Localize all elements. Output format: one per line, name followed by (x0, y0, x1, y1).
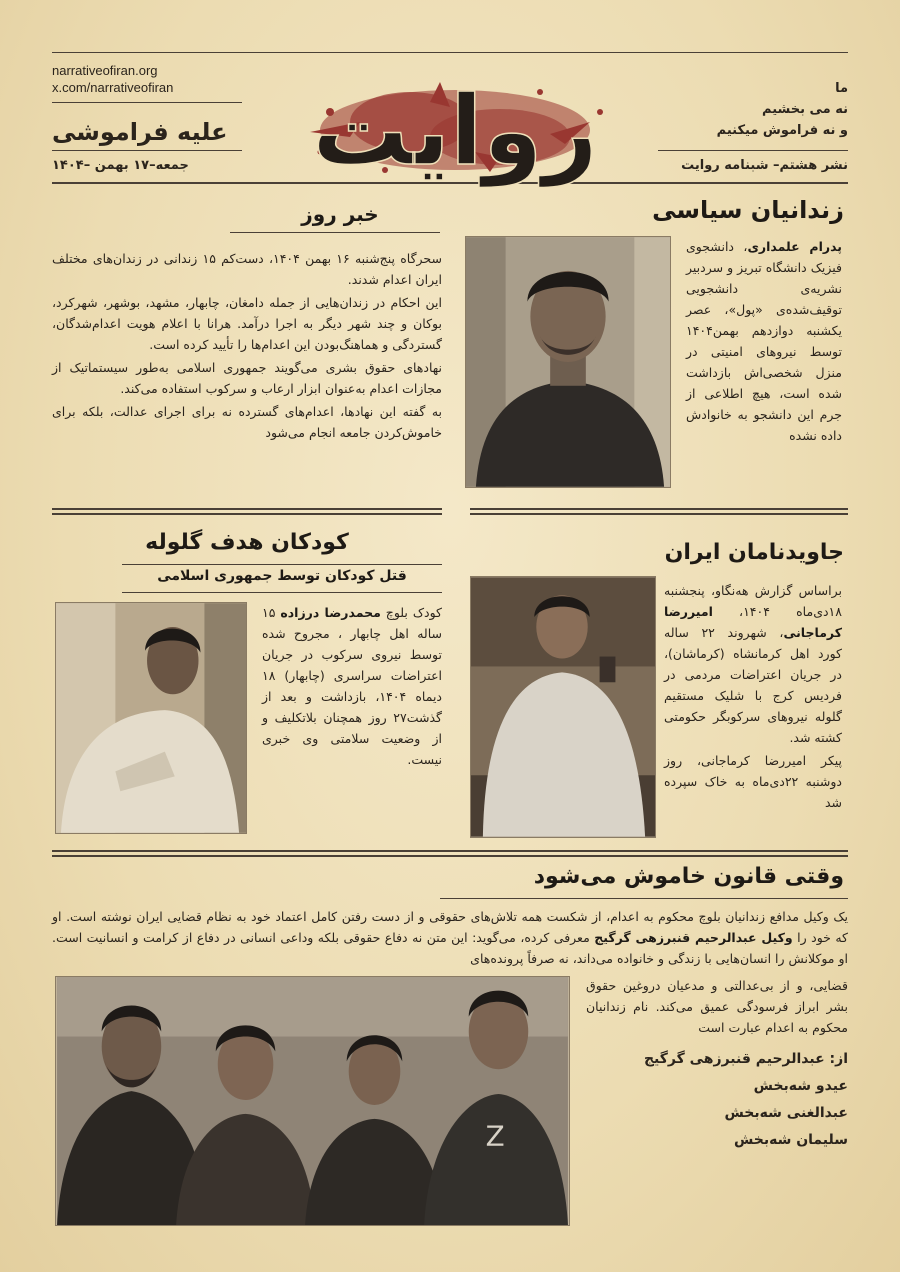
immortals-title: جاویدنامان ایران (664, 540, 844, 565)
section-divider-full (52, 850, 848, 857)
children-title: کودکان هدف گلوله (145, 530, 349, 555)
immortal-lead: براساس گزارش هه‌نگاو، پنجشنبه ۱۸دی‌ماه ۱۴۰۴، (664, 583, 842, 619)
left-rule (52, 102, 242, 103)
condemned-names-list (644, 1046, 848, 1154)
section-divider-left (52, 508, 442, 515)
left-rule-2 (52, 150, 242, 151)
news-of-day-title: خبر روز (301, 202, 379, 226)
portrait-image (471, 577, 655, 837)
child-text: ۱۵ ساله اهل چابهار ، مجروح شده توسط نیروی سرکوب در جریان اعتراضات سراسری (چابهار) ۱۸ دیماه ۱۴۰۴، بازداشت و بعد از گذشت۲۷ روز همچنان بلاتکلیف و از وضعیت سلامتی وی خبری نیست. (262, 605, 442, 767)
motto-line: و نه فراموش میکنیم (716, 123, 848, 138)
child-lead: کودک بلوچ (380, 605, 442, 620)
news-paragraph: این احکام در زندان‌هایی از جمله دامغان، چابهار، مشهد، بوشهر، شهرکرد، بوکان و چند شهر دیگر به اجرا درآمد. هرانا با اعلام هویت اعدام‌شدگان، گستردگی و هماهنگ‌بودن این اعدام‌ها را تأیید کرده است. (52, 295, 442, 352)
immortal-text: ، شهروند ۲۲ ساله کورد اهل کرمانشاه (کرماشان)، در جریان اعتراضات مردمی در فردیس کرج با شلیک مستقیم گلوله نیروهای سرکوبگر حکومتی کشته شد. (664, 625, 842, 745)
portrait-image (466, 237, 670, 487)
law-silent-title: وقتی قانون خاموش می‌شود (533, 864, 844, 889)
motto-line: نه می بخشیم (762, 102, 848, 117)
political-prisoners-body (686, 236, 842, 448)
right-rule (658, 150, 848, 151)
condemned-name: عبدالغنی شه‌بخش (724, 1105, 848, 1121)
children-subtitle: قتل کودکان توسط جمهوری اسلامی (157, 568, 407, 584)
site-url-link[interactable]: narrativeofiran.org (52, 63, 158, 78)
portrait-image (56, 603, 246, 833)
law-intro (52, 906, 848, 971)
pedram-photo (465, 236, 671, 488)
issue-date: جمعه–۱۷ بهمن –۱۴۰۴ (52, 158, 189, 173)
group-image (56, 977, 569, 1225)
news-title-rule (230, 232, 440, 233)
immortals-body (664, 580, 842, 815)
amirreza-photo (470, 576, 656, 838)
logo (290, 52, 620, 202)
blood-splatter-logo (290, 52, 620, 202)
news-paragraph: به گفته این نهادها، اعدام‌های گسترده نه برای اجرای عدالت، بلکه برای خاموش‌کردن جامعه انجام می‌شود (52, 404, 442, 440)
prisoner-name: پدرام علمداری (747, 239, 842, 254)
motto-line: ما (835, 81, 848, 96)
law-intro-a: یک وکیل مدافع زندانیان بلوچ محکوم به اعدام، از شکست همه تلاش‌های حقوقی و از دست رفتن کامل اعتماد خود به نظام قضایی ایران نوشته است. او که خود را (52, 909, 848, 945)
prisoners-group-photo (55, 976, 570, 1226)
motto (717, 78, 848, 141)
logo-text: روایت (312, 75, 598, 187)
prisoner-text: ، دانشجوی فیزیک دانشگاه تبریز و سردبیر نشریه‌ی دانشجویی توقیف‌شده‌ی «پول»، عصر یکشنبه دوازدهم بهمن۱۴۰۴ توسط نیروهای امنیتی در منزل شخصی‌اش بازداشت شده است، هیچ اطلاعی از جرم این دانشجو به خانوادش داده نشده (686, 239, 842, 443)
children-body (262, 602, 442, 772)
child-photo (55, 602, 247, 834)
news-paragraph: نهادهای حقوق بشری می‌گویند جمهوری اسلامی به‌طور سیستماتیک از مجازات اعدام به‌عنوان ابزار ارعاب و سرکوب استفاده می‌کند. (52, 360, 442, 396)
political-prisoners-title: زندانیان سیاسی (652, 196, 844, 224)
edition-label: نشر هشتم– شبنامه روایت (681, 158, 848, 173)
news-of-day-body (52, 248, 442, 445)
law-intro-bold: وکیل عبدالرحیم قنبرزهی گرگیج (594, 930, 793, 945)
site-links (52, 62, 173, 96)
condemned-name: عیدو شه‌بخش (753, 1078, 848, 1094)
child-name: محمدرضا درزاده (280, 605, 381, 620)
law-title-rule (440, 898, 848, 899)
x-handle-link[interactable]: x.com/narrativeofiran (52, 80, 174, 95)
svg-text:Z: Z (485, 1119, 505, 1153)
law-continued: قضایی، و از بی‌عدالتی و مدعیان دروغین حقوق بشر ابراز فرسودگی عمیق می‌کند. نام زندانیان محکوم به اعدام عبارت است (586, 978, 848, 1035)
news-paragraph: سحرگاه پنج‌شنبه ۱۶ بهمن ۱۴۰۴، دست‌کم ۱۵ زندانی در زندان‌های مختلف ایران اعدام شدند. (52, 251, 442, 287)
condemned-name: سلیمان شه‌بخش (733, 1132, 848, 1148)
against-forgetting-title: علیه فراموشی (52, 118, 228, 146)
children-title-rule (122, 564, 442, 565)
immortal-name: امیررضا کرماجانی (664, 604, 842, 640)
section-divider-right (470, 508, 848, 515)
law-intro-b: معرفی کرده، می‌گوید: این متن نه دفاع حقوقی بلکه وداعی انسانی در دفاع از کرامت و انسانیت است. او موکلانش را انسان‌هایی با زندگی و خانواده می‌داند، نه صرفاً پرونده‌های (52, 930, 848, 966)
immortal-text-2: پیکر امیررضا کرماجانی، روز دوشنبه ۲۲دی‌ماه به خاک سپرده شد (664, 753, 842, 810)
condemned-name: از: عبدالرحیم قنبرزهی گرگیج (643, 1051, 848, 1067)
children-subtitle-rule (122, 592, 442, 593)
